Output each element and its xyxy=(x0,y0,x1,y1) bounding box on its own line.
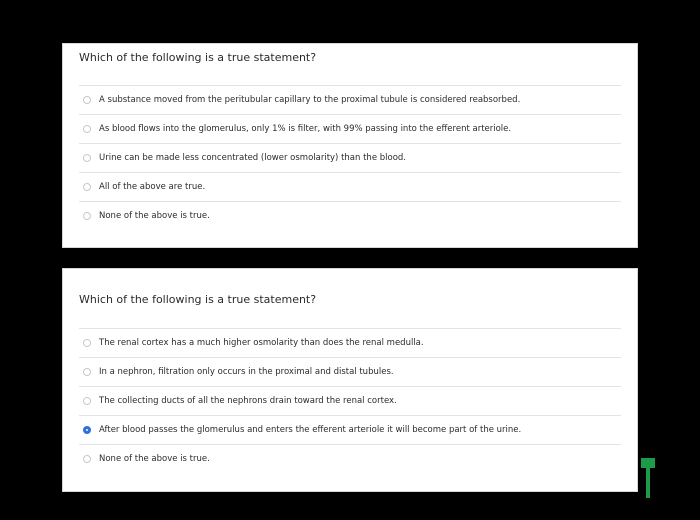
radio-button[interactable] xyxy=(83,455,91,463)
answer-label: A substance moved from the peritubular capillary to the proximal tubule is considered reabsorbed. xyxy=(99,95,521,105)
answer-option-1b[interactable] xyxy=(79,114,621,143)
answer-label: All of the above are true. xyxy=(99,182,206,192)
answer-option-1d[interactable] xyxy=(79,172,621,201)
radio-button[interactable] xyxy=(83,368,91,376)
answer-label: Urine can be made less concentrated (lower osmolarity) than the blood. xyxy=(99,153,407,163)
radio-button[interactable] xyxy=(83,339,91,347)
answer-option-2e[interactable] xyxy=(79,444,621,473)
answer-label: After blood passes the glomerulus and enters the efferent arteriole it will become part of the urine. xyxy=(99,425,522,435)
radio-button[interactable] xyxy=(83,212,91,220)
answer-option-2b[interactable] xyxy=(79,357,621,386)
bookmark-flag-icon[interactable] xyxy=(641,458,655,498)
radio-button[interactable] xyxy=(83,397,91,405)
question-card-2 xyxy=(62,268,638,492)
answer-label: The renal cortex has a much higher osmolarity than does the renal medulla. xyxy=(99,338,424,348)
radio-button[interactable] xyxy=(83,183,91,191)
question-text: Which of the following is a true statement? xyxy=(79,51,317,64)
answer-option-1a[interactable] xyxy=(79,85,621,114)
answer-label: None of the above is true. xyxy=(99,454,210,464)
question-card-1 xyxy=(62,43,638,248)
answer-option-1c[interactable] xyxy=(79,143,621,172)
answer-label: In a nephron, filtration only occurs in the proximal and distal tubules. xyxy=(99,367,394,377)
answer-label: None of the above is true. xyxy=(99,211,210,221)
answer-option-1e[interactable] xyxy=(79,201,621,230)
answer-option-2d[interactable] xyxy=(79,415,621,444)
radio-button[interactable] xyxy=(83,125,91,133)
answer-option-2a[interactable] xyxy=(79,328,621,357)
flag-pole xyxy=(646,466,650,498)
radio-button-selected[interactable] xyxy=(83,426,91,434)
radio-button[interactable] xyxy=(83,154,91,162)
answer-option-2c[interactable] xyxy=(79,386,621,415)
radio-button[interactable] xyxy=(83,96,91,104)
answer-options xyxy=(79,85,621,230)
answer-label: The collecting ducts of all the nephrons drain toward the renal cortex. xyxy=(99,396,397,406)
answer-options xyxy=(79,328,621,473)
question-text: Which of the following is a true statement? xyxy=(79,293,317,306)
answer-label: As blood flows into the glomerulus, only 1% is filter, with 99% passing into the efferent arteriole. xyxy=(99,124,512,134)
